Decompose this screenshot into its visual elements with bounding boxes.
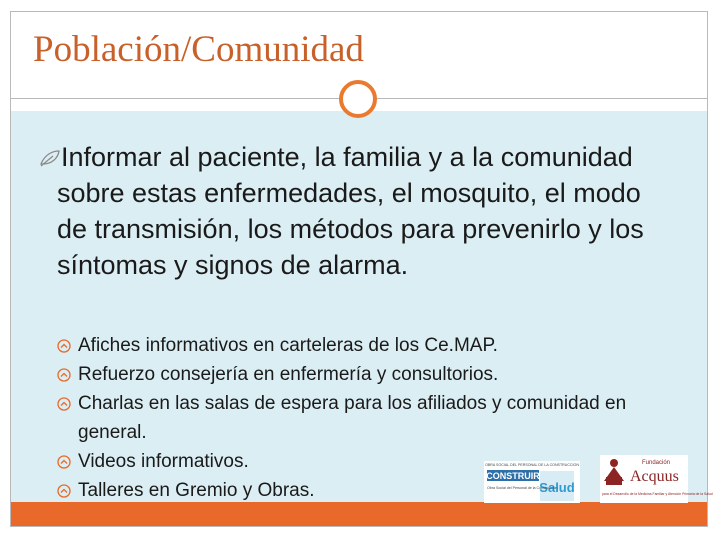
fundacion-acquus-logo [600,455,713,503]
circle-chevron-bullet-icon [57,455,71,469]
circle-ornament [339,80,377,118]
circle-chevron-bullet-icon [57,397,71,411]
acquus-name: Acquus [630,468,679,485]
construir-caption: OBRA SOCIAL DEL PERSONAL DE LA CONSTRUCCION [485,463,579,467]
slide-title: Población/Comunidad [33,29,364,70]
construir-subtitle: Obra Social del Personal de la Construcción [487,486,558,490]
circle-chevron-bullet-icon [57,368,71,382]
list-item-text: Videos informativos. [78,451,249,472]
bottom-accent-bar [11,502,707,526]
circle-chevron-bullet-icon [57,484,71,498]
list-item [57,360,697,389]
circle-chevron-bullet-icon [57,339,71,353]
list-item [57,331,697,360]
acquus-subtitle: para el Desarrollo de la Medicina Familiar y Atención Primaria de la Salud [602,492,713,496]
list-item-text: Refuerzo consejería en enfermería y consultorios. [78,364,499,385]
list-item-text: Charlas en las salas de espera para los afiliados y comunidad en general. [78,393,627,443]
main-paragraph [57,139,657,283]
list-item-text: Afiches informativos en carteleras de los Ce.MAP. [78,335,498,356]
construir-salud-logo [484,461,580,503]
construir-word: CONSTRUIR [486,471,540,481]
acquus-small: Fundación [642,460,671,466]
leaf-bullet-icon [39,148,61,168]
salud-word: Salud [539,480,575,495]
list-item [57,389,697,447]
main-paragraph-text: Informar al paciente, la familia y a la comunidad sobre estas enfermedades, el mosquito, el modo de transmisión, los métodos para prevenirlo y los síntomas y signos de alarma. [57,142,644,280]
list-item-text: Talleres en Gremio y Obras. [78,480,315,501]
